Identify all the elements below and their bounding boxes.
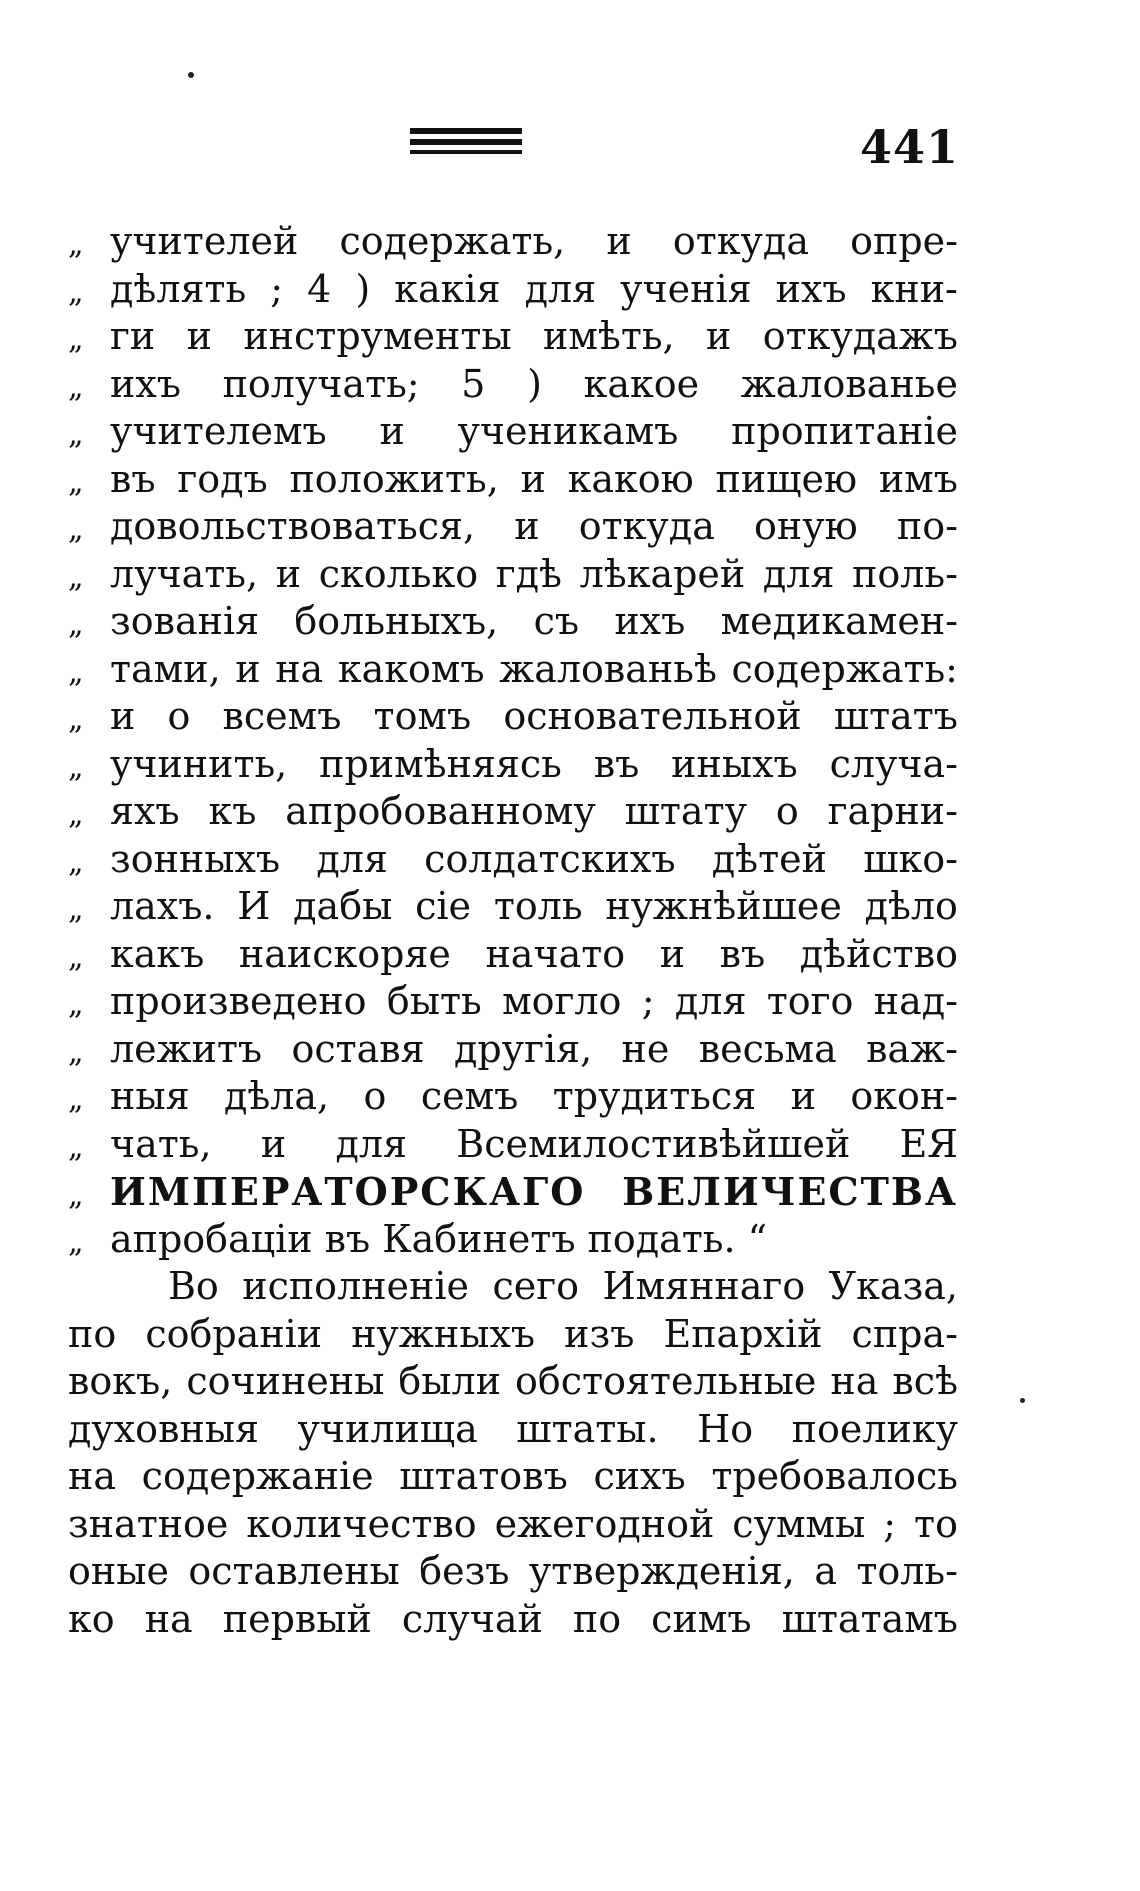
word: кни-: [870, 266, 958, 311]
word: для: [335, 1121, 407, 1166]
word: вокъ,: [68, 1359, 173, 1403]
word: ученія: [620, 266, 752, 311]
word: содержать,: [339, 219, 566, 263]
word: пищею: [715, 456, 858, 501]
word: ежегодной: [494, 1501, 715, 1546]
word: о: [167, 694, 191, 738]
word: Указа,: [828, 1264, 958, 1308]
quote-mark: „: [68, 512, 84, 547]
quoted-line: [68, 598, 958, 646]
word: всѣ: [892, 1359, 958, 1403]
quote-mark: „: [68, 987, 84, 1022]
word: 5: [461, 361, 486, 406]
line-text: [110, 646, 958, 694]
word: какое: [583, 361, 700, 406]
word: содержаніе: [141, 1454, 374, 1498]
word: ЕЯ: [899, 1121, 958, 1166]
word: жалованьѣ: [499, 646, 717, 691]
word: лѣкарей: [579, 551, 746, 596]
word: подать.: [587, 1216, 736, 1261]
quoted-line: [68, 836, 958, 884]
word: штатовъ: [399, 1454, 568, 1498]
line-text: [110, 1216, 958, 1264]
line-text: [110, 503, 958, 551]
word: о: [775, 789, 799, 833]
quoted-decree-text: [68, 218, 958, 1263]
word: безъ: [419, 1549, 510, 1593]
word: оставя: [291, 1026, 425, 1071]
word: къ: [208, 789, 257, 833]
quoted-line: [68, 931, 958, 979]
word: примѣняясь: [319, 741, 562, 786]
line-text: [110, 1121, 958, 1169]
word: по: [68, 1311, 117, 1356]
word: содержать:: [731, 646, 958, 691]
body-paragraph: [68, 1263, 958, 1643]
ink-speck: [188, 72, 194, 78]
main-text: [68, 218, 958, 1643]
word: въ: [719, 931, 766, 976]
word: откуда: [672, 219, 809, 263]
word: гарни-: [827, 789, 958, 833]
word: основательной: [503, 694, 802, 738]
word: ;: [883, 1501, 897, 1546]
quote-mark: „: [68, 322, 84, 357]
quoted-line: [68, 883, 958, 931]
word: утвержденія,: [528, 1549, 795, 1593]
word: другія,: [454, 1026, 593, 1071]
word: жалованье: [740, 361, 958, 406]
word: дѣлять: [110, 266, 247, 311]
word: нужнѣйшее: [605, 884, 842, 928]
quote-mark: „: [68, 417, 84, 452]
quoted-line: [68, 693, 958, 741]
word: ;: [270, 266, 284, 311]
quoted-line: [68, 1073, 958, 1121]
quote-mark: „: [68, 1178, 84, 1213]
word: то: [914, 1501, 958, 1546]
word: лахъ.: [110, 884, 215, 928]
word: томъ: [373, 694, 472, 738]
word: ученикамъ: [457, 409, 679, 453]
word: важ-: [866, 1026, 958, 1071]
line-text: [110, 741, 958, 789]
quoted-line: [68, 456, 958, 504]
paragraph-line: [68, 1501, 958, 1549]
word: годъ: [177, 456, 268, 501]
word: ихъ: [775, 266, 847, 311]
word: довольствоваться,: [110, 504, 476, 548]
quoted-line: [68, 1121, 958, 1169]
word: спра-: [851, 1311, 958, 1356]
quote-mark: „: [68, 702, 84, 737]
word: учителей: [110, 219, 299, 263]
word: ): [355, 266, 371, 311]
word: И: [237, 884, 271, 928]
word: пропитаніе: [731, 409, 958, 453]
word: откудажъ: [762, 314, 958, 358]
word: штатамъ: [781, 1596, 958, 1641]
word: и: [706, 314, 732, 358]
word: имѣть,: [543, 314, 675, 358]
quote-mark: „: [68, 749, 84, 785]
word: толь-: [856, 1549, 958, 1593]
paragraph-line: [68, 1406, 958, 1454]
word: и: [520, 456, 546, 501]
line-text: [110, 266, 958, 314]
word: сихъ: [593, 1454, 686, 1498]
word: дабы: [293, 884, 393, 928]
word: ги: [110, 314, 156, 358]
word: весьма: [698, 1026, 837, 1071]
word: всемъ: [222, 694, 342, 738]
line-text: [110, 1026, 958, 1074]
word: апробованному: [285, 789, 596, 833]
word: на: [830, 1359, 879, 1403]
word: съ: [533, 599, 580, 643]
word: ВЕЛИЧЕСТВА: [622, 1169, 958, 1214]
quote-mark: „: [68, 892, 84, 927]
word: по: [572, 1596, 622, 1641]
word: для: [524, 266, 597, 311]
word: сколько: [318, 551, 479, 596]
word: ихъ: [614, 599, 686, 643]
word: какою: [567, 456, 694, 501]
quote-mark: „: [68, 654, 84, 690]
word: учителемъ: [110, 409, 327, 453]
word: гдѣ: [495, 551, 562, 596]
quoted-line: [68, 1216, 958, 1264]
word: ныя: [110, 1074, 190, 1118]
quoted-line: [68, 551, 958, 599]
line-text: [110, 313, 958, 361]
quote-mark: „: [68, 1082, 84, 1117]
word: требовалось: [711, 1454, 958, 1498]
word: оную: [754, 504, 858, 548]
paragraph-line: [68, 1311, 958, 1359]
word: по-: [896, 504, 958, 548]
word: ко: [68, 1596, 115, 1641]
word: случай: [401, 1596, 543, 1641]
word: 4: [307, 266, 332, 311]
word: оные: [68, 1549, 169, 1593]
word: Во: [168, 1264, 219, 1308]
word: симъ: [651, 1596, 752, 1641]
word: на: [68, 1454, 116, 1498]
word: и: [110, 694, 136, 738]
word: “: [747, 1216, 768, 1261]
ink-speck: [1020, 1398, 1025, 1403]
word: тами,: [110, 646, 221, 691]
line-text: [110, 1073, 958, 1121]
word: наискоряе: [238, 931, 451, 976]
line-text: [110, 788, 958, 836]
word: духовныя: [68, 1406, 260, 1451]
quoted-line: [68, 503, 958, 551]
word: случа-: [829, 741, 958, 786]
paragraph-line: [68, 1548, 958, 1596]
word: ихъ: [110, 361, 181, 406]
word: какія: [394, 266, 501, 311]
word: были: [398, 1359, 501, 1403]
word: и: [260, 1121, 287, 1166]
line-text: [110, 836, 958, 884]
word: апробаціи: [110, 1216, 313, 1261]
word: того: [766, 979, 854, 1023]
header-ornament-rule: [410, 128, 522, 159]
quote-mark: „: [68, 1034, 84, 1070]
word: Но: [697, 1406, 754, 1451]
word: для: [674, 979, 747, 1023]
word: и: [235, 646, 261, 691]
word: откуда: [578, 504, 715, 548]
word: Кабинетъ: [382, 1216, 576, 1261]
word: медикамен-: [720, 599, 958, 643]
word: Всемилостивѣйшей: [456, 1121, 851, 1166]
line-text: [110, 978, 958, 1026]
word: на: [275, 646, 324, 691]
word: положить,: [289, 456, 499, 501]
word: сочинены: [186, 1359, 385, 1403]
word: первый: [222, 1596, 372, 1641]
page-number: 441: [860, 120, 960, 174]
word: трудиться: [552, 1074, 757, 1118]
word: какомъ: [337, 646, 485, 691]
word: Епархій: [663, 1311, 823, 1356]
word: шко-: [863, 836, 958, 881]
word: и: [514, 504, 540, 548]
word: яхъ: [110, 789, 180, 833]
quote-mark: „: [68, 939, 84, 975]
word: дѣло: [864, 884, 958, 928]
word: штатъ: [833, 694, 958, 738]
quoted-line: [68, 788, 958, 836]
line-text: [110, 693, 958, 741]
word: лежитъ: [110, 1026, 263, 1071]
quoted-line: [68, 978, 958, 1026]
word: знатное: [68, 1501, 229, 1546]
word: иныхъ: [671, 741, 798, 786]
line-text: [110, 551, 958, 599]
word: какъ: [110, 931, 205, 976]
paragraph-line: [68, 1596, 958, 1644]
word: исполненіе: [242, 1264, 469, 1308]
word: ): [527, 361, 542, 406]
line-text: [110, 1168, 958, 1216]
line-text: [110, 361, 958, 409]
word: произведено: [110, 979, 367, 1023]
word: больныхъ,: [294, 599, 499, 643]
word: не: [621, 1026, 670, 1071]
quote-mark: „: [68, 369, 84, 405]
word: и: [790, 1074, 816, 1118]
word: въ: [324, 1216, 371, 1261]
word: дѣла,: [223, 1074, 330, 1118]
word: количество: [246, 1501, 477, 1546]
line-text: [110, 218, 958, 266]
quote-mark: „: [68, 1224, 84, 1260]
quote-mark: „: [68, 607, 84, 642]
line-text: [110, 456, 958, 504]
word: и: [606, 219, 632, 263]
word: суммы: [732, 1501, 866, 1546]
word: и: [379, 409, 405, 453]
word: для: [762, 551, 835, 596]
word: въ: [110, 456, 156, 501]
line-text: [110, 408, 958, 456]
word: и: [275, 551, 302, 596]
word: зонныхъ: [110, 836, 281, 881]
word: дѣтей: [711, 836, 827, 881]
quoted-line: [68, 361, 958, 409]
word: въ: [593, 741, 640, 786]
quote-mark: „: [68, 559, 84, 595]
word: учинить,: [110, 741, 288, 786]
quote-mark: „: [68, 1129, 84, 1165]
word: сіе: [415, 884, 472, 928]
word: инструменты: [243, 314, 512, 358]
word: быть: [386, 979, 482, 1023]
word: опре-: [850, 219, 958, 263]
quote-mark: „: [68, 227, 84, 262]
quoted-line: [68, 741, 958, 789]
word: имъ: [878, 456, 958, 501]
word: над-: [873, 979, 958, 1023]
word: училища: [297, 1406, 478, 1451]
word: ИМПЕРАТОРСКАГО: [110, 1169, 586, 1214]
word: могло: [502, 979, 622, 1023]
word: оставлены: [188, 1549, 400, 1593]
word: на: [144, 1596, 193, 1641]
paragraph-line: [68, 1358, 958, 1406]
line-text: [110, 931, 958, 979]
quote-mark: „: [68, 274, 84, 310]
word: о: [363, 1074, 387, 1118]
word: Имяннаго: [602, 1264, 806, 1308]
word: собраніи: [145, 1311, 323, 1356]
word: поелику: [791, 1406, 958, 1451]
word: лучать,: [110, 551, 259, 596]
word: солдатскихъ: [424, 836, 676, 881]
word: нужныхъ: [351, 1311, 536, 1356]
word: для: [316, 836, 388, 881]
quote-mark: „: [68, 797, 84, 832]
word: штаты.: [516, 1406, 659, 1451]
quoted-line: [68, 218, 958, 266]
line-text: [110, 883, 958, 931]
word: поль-: [852, 551, 958, 596]
word: получать;: [222, 361, 420, 406]
word: обстоятельные: [515, 1359, 817, 1403]
word: изъ: [564, 1311, 635, 1356]
word: семъ: [420, 1074, 519, 1118]
word: и: [659, 931, 686, 976]
word: а: [814, 1549, 837, 1593]
quoted-line: [68, 1026, 958, 1074]
quoted-line: [68, 266, 958, 314]
word: штату: [624, 789, 747, 833]
quoted-line: [68, 646, 958, 694]
quoted-line: [68, 408, 958, 456]
word: и: [186, 314, 212, 358]
word: зованія: [110, 599, 260, 643]
word: толь: [493, 884, 583, 928]
word: дѣйство: [799, 931, 958, 976]
word: окон-: [850, 1074, 958, 1118]
quoted-line: [68, 1168, 958, 1216]
word: ;: [641, 979, 655, 1023]
word: начато: [485, 931, 626, 976]
quote-mark: „: [68, 464, 84, 500]
quoted-line: [68, 313, 958, 361]
line-text: [110, 598, 958, 646]
word: чать,: [110, 1121, 212, 1166]
word: сего: [492, 1264, 579, 1308]
paragraph-line: [68, 1453, 958, 1501]
paragraph-line: [68, 1263, 958, 1311]
quote-mark: „: [68, 844, 84, 880]
